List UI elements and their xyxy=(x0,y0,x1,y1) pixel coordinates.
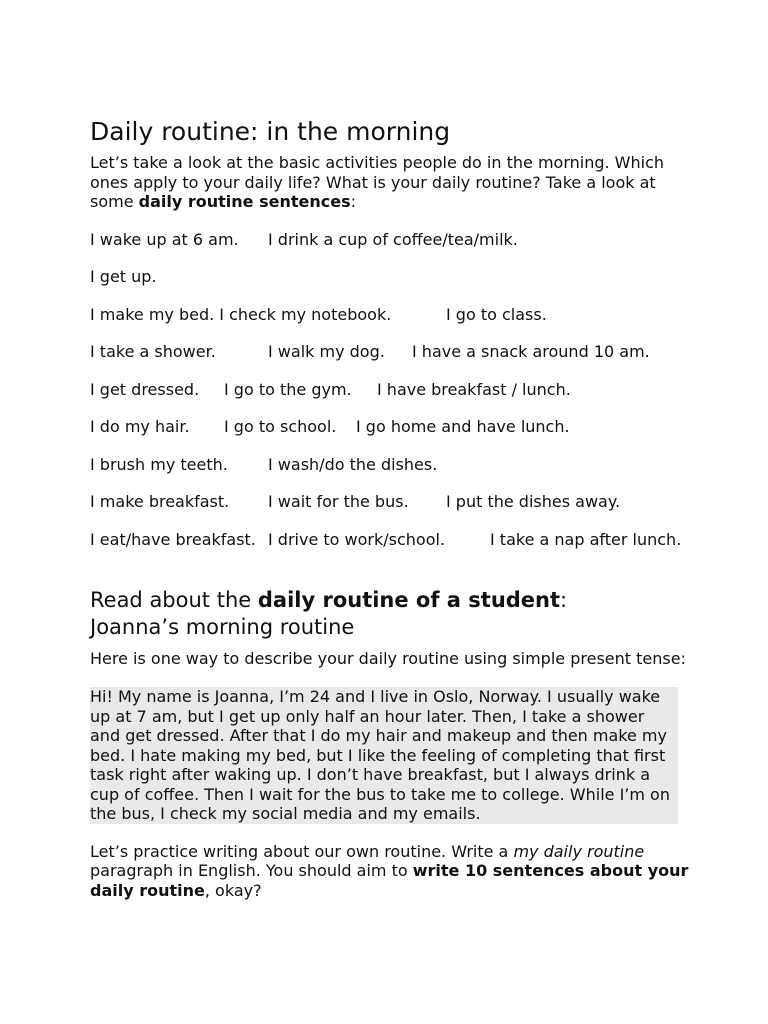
practice-italic: my daily routine xyxy=(513,841,645,861)
sentence: I go home and have lunch. xyxy=(356,417,570,436)
sentence: I wake up at 6 am. xyxy=(90,229,239,249)
sentence-row xyxy=(90,230,690,250)
sentence: I take a shower. xyxy=(90,342,216,361)
practice-bold: write 10 sentences about your daily routine xyxy=(90,861,689,900)
intro-text: Let’s take a look at the basic activities people do in the morning. Which ones apply to your daily life? What is your daily routine? Take a look at some xyxy=(90,153,665,211)
practice-paragraph xyxy=(90,842,690,901)
sentence: I wait for the bus. xyxy=(268,492,409,511)
sentence: I have breakfast / lunch. xyxy=(377,379,571,399)
section-bold: daily routine of a student xyxy=(257,587,561,612)
sentence-row xyxy=(90,530,690,569)
story-block: Hi! My name is Joanna, I’m 24 and I live in Oslo, Norway. I usually wake up at 7 am, but I get up only half an hour later. Then, I take a shower and get dressed. After that I do my hair and makeup and then make my bed. I hate making my bed, but I like the feeling of completing that first task right after waking up. I don’t have breakfast, but I always drink a cup of coffee. Then I wait for the bus to take me to college. While I’m on the bus, I check my social media and my emails. xyxy=(90,687,678,824)
sentence: I go to class. xyxy=(446,304,547,324)
section-subtitle: Joanna’s morning routine xyxy=(90,614,355,639)
sentence-row xyxy=(90,342,690,362)
sentence: I put the dishes away. xyxy=(446,492,621,511)
sentence-row xyxy=(90,380,690,400)
sentence: I take a nap after lunch. xyxy=(490,529,682,549)
section-prefix: Read about the xyxy=(90,587,258,612)
sentence: I do my hair. xyxy=(90,417,190,436)
intro-paragraph xyxy=(90,153,690,212)
sentence: I brush my teeth. xyxy=(90,454,228,474)
sentence-row xyxy=(90,455,690,475)
sentence: I walk my dog. xyxy=(268,342,385,361)
sentence-row xyxy=(90,305,690,325)
section-colon: : xyxy=(560,587,568,612)
practice-text-a: Let’s practice writing about our own routine. Write a xyxy=(90,841,514,861)
sentence: I go to school. xyxy=(224,417,337,436)
section-heading xyxy=(90,587,690,641)
sentence: I wash/do the dishes. xyxy=(268,454,438,474)
sentence-row xyxy=(90,417,690,437)
sentence: I go to the gym. xyxy=(224,379,352,399)
sentence: I make my bed. I check my notebook. xyxy=(90,304,392,324)
intro-bold: daily routine sentences xyxy=(138,192,351,211)
sentence: I get up. xyxy=(90,267,157,286)
sentence: I drink a cup of coffee/tea/milk. xyxy=(268,229,518,249)
sentence: I drive to work/school. xyxy=(268,529,446,549)
practice-text-c: , okay? xyxy=(204,880,262,900)
sentence: I get dressed. xyxy=(90,379,200,399)
practice-text-b: paragraph in English. You should aim to xyxy=(90,861,413,880)
sentence: I have a snack around 10 am. xyxy=(412,342,650,361)
intro-end: : xyxy=(350,192,356,211)
document-page xyxy=(90,112,690,900)
sentence-row xyxy=(90,492,690,512)
describe-paragraph: Here is one way to describe your daily routine using simple present tense: xyxy=(90,648,686,668)
sentence: I make breakfast. xyxy=(90,492,230,511)
page-title: Daily routine: in the morning xyxy=(90,117,451,146)
sentence-row xyxy=(90,267,690,287)
sentence: I eat/have breakfast. xyxy=(90,529,256,549)
